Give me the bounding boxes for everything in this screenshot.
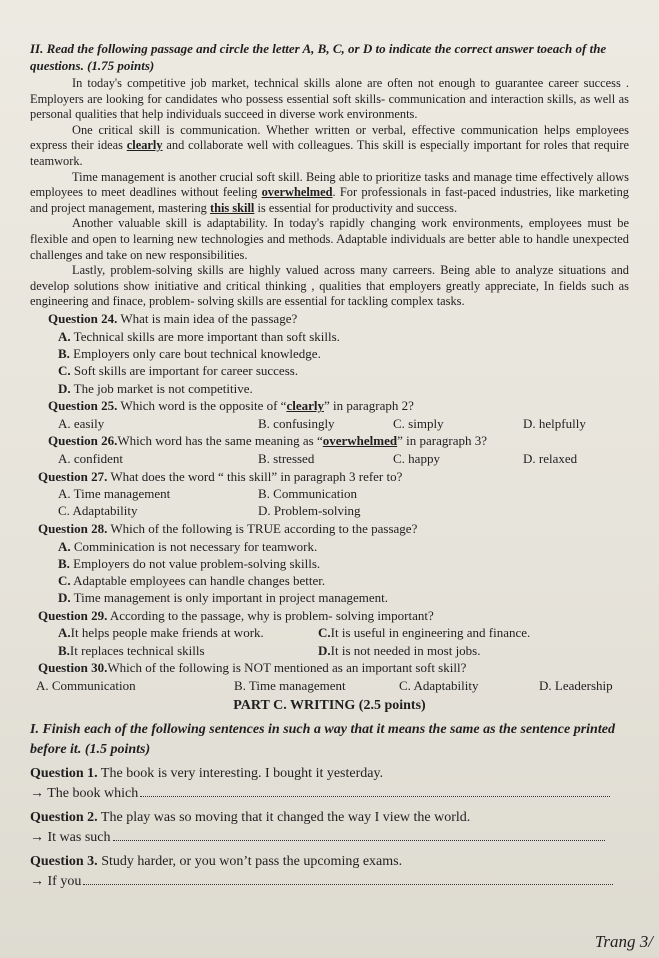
option-30-c[interactable]: C. Adaptability: [399, 677, 479, 693]
option-30-a[interactable]: A. Communication: [36, 677, 136, 693]
underlined-phrase-this-skill: this skill: [209, 200, 255, 215]
option-25-c[interactable]: C. simply: [393, 415, 444, 431]
question-27: [30, 468, 629, 520]
option-29-b[interactable]: B.It replaces technical skills: [58, 642, 205, 658]
passage-paragraph-1: In today's competitive job market, technical skills alone are often not enough to guarantee career success . Employers are looking for candidates who possess essential soft skills- communication and interaction skills, as well as personal qualities that help individuals succeed in diverse work environments.: [30, 76, 629, 122]
question-25: [30, 397, 629, 432]
question-30-stem: Question 30.Which of the following is NOT mentioned as an important soft skill?: [38, 660, 467, 676]
question-28-stem: Question 28. Which of the following is TRUE according to the passage?: [38, 521, 418, 537]
option-27-b[interactable]: B. Communication: [258, 486, 357, 502]
part-c-heading: PART C. WRITING (2.5 points): [233, 697, 426, 713]
question-24: [30, 310, 629, 396]
writing-question-3: [30, 852, 629, 892]
section-heading: II. Read the following passage and circle the letter A, B, C, or D to indicate the correct answer toeach of the questions. (1.75 points): [30, 41, 607, 73]
passage-paragraph-3: Time management is another crucial soft skill. Being able to prioritize tasks and manage time effectively allows employees to meet deadlines without feeling overwhelmed. For professionals in fast-paced industries, like marketing and project management, mastering this skill is essential for productivity and success.: [30, 169, 629, 215]
question-27-options-row1: [30, 485, 629, 502]
writing-question-2-stem: Question 2. The play was so moving that it changed the way I view the world.: [30, 809, 471, 825]
question-25-options: [30, 415, 629, 432]
answer-line-3[interactable]: [83, 872, 613, 885]
writing-question-2: [30, 808, 629, 848]
writing-question-1-stem: Question 1. The book is very interesting. I bought it yesterday.: [30, 765, 384, 781]
option-28-a[interactable]: A. Comminication is not necessary for teamwork.: [58, 538, 318, 554]
option-24-c[interactable]: C. Soft skills are important for career success.: [58, 363, 299, 379]
option-25-d[interactable]: D. helpfully: [523, 415, 586, 431]
option-29-d[interactable]: D.It is not needed in most jobs.: [318, 642, 481, 658]
question-26: [30, 432, 629, 467]
option-28-d[interactable]: D. Time management is only important in project management.: [58, 590, 388, 606]
option-27-a[interactable]: A. Time management: [58, 486, 171, 502]
option-29-c[interactable]: C.It is useful in engineering and finance.: [318, 625, 531, 641]
option-26-d[interactable]: D. relaxed: [523, 450, 578, 466]
writing-answer-2[interactable]: → It was such: [30, 828, 629, 848]
question-25-stem: Question 25. Which word is the opposite of “clearly” in paragraph 2?: [48, 398, 414, 414]
answer-line-2[interactable]: [113, 828, 605, 841]
question-30-options: [30, 677, 629, 694]
question-26-stem: Question 26.Which word has the same meaning as “overwhelmed” in paragraph 3?: [48, 433, 487, 449]
writing-question-3-stem: Question 3. Study harder, or you won’t pass the upcoming exams.: [30, 853, 403, 869]
question-27-options-row2: [30, 502, 629, 519]
reading-passage: [30, 76, 629, 310]
underlined-word-overwhelmed: overwhelmed: [261, 185, 333, 200]
writing-instructions: I. Finish each of the following sentences in such a way that it means the same as the sentence printed before it. (1.5 points): [30, 721, 615, 757]
passage-paragraph-2: One critical skill is communication. Whether written or verbal, effective communication helps employees express their ideas clearly and collaborate well with colleagues. This skill is especially important for roles that require teamwork.: [30, 122, 629, 168]
question-30: [30, 659, 629, 694]
question-24-stem: Question 24. What is main idea of the passage?: [48, 311, 298, 327]
option-25-a[interactable]: A. easily: [58, 415, 105, 431]
writing-answer-1[interactable]: → The book which: [30, 784, 629, 804]
question-29-options-row1: [30, 624, 629, 641]
option-27-c[interactable]: C. Adaptability: [58, 503, 138, 519]
underlined-word-clearly: clearly: [126, 138, 163, 153]
option-28-b[interactable]: B. Employers do not value problem-solving skills.: [58, 555, 321, 571]
option-29-a[interactable]: A.It helps people make friends at work.: [58, 625, 264, 641]
question-29-stem: Question 29. According to the passage, why is problem- solving important?: [38, 607, 434, 623]
writing-question-1: [30, 764, 629, 804]
option-25-b[interactable]: B. confusingly: [258, 415, 335, 431]
option-27-d[interactable]: D. Problem-solving: [258, 503, 361, 519]
question-29-options-row2: [30, 642, 629, 659]
question-29: [30, 607, 629, 659]
question-27-stem: Question 27. What does the word “ this skill” in paragraph 3 refer to?: [38, 468, 403, 484]
page-number: Trang 3/: [594, 932, 653, 951]
passage-paragraph-5: Lastly, problem-solving skills are highly valued across many carreers. Being able to analyze situations and develop solutions show initiative and critical thinking , qualities that employers greatly appreciate, In fields such as engineering and finace, problem- solving skills are essential for tackling complex tasks.: [30, 263, 629, 309]
question-26-options: [30, 450, 629, 467]
option-30-b[interactable]: B. Time management: [234, 677, 346, 693]
writing-answer-3[interactable]: → If you: [30, 872, 629, 892]
option-26-a[interactable]: A. confident: [58, 450, 123, 466]
option-26-b[interactable]: B. stressed: [258, 450, 315, 466]
passage-paragraph-4: Another valuable skill is adaptability. In today's rapidly changing work environments, employees must be flexible and open to learning new technologies and methods. Adaptable individuals are better able to handle unexpected challenges and take on new responsibilities.: [30, 216, 629, 262]
option-26-c[interactable]: C. happy: [393, 450, 440, 466]
option-24-d[interactable]: D. The job market is not competitive.: [58, 380, 253, 396]
option-24-b[interactable]: B. Employers only care bout technical knowledge.: [58, 346, 321, 362]
option-30-d[interactable]: D. Leadership: [539, 677, 613, 693]
question-28: [30, 520, 629, 606]
option-24-a[interactable]: A. Technical skills are more important than soft skills.: [58, 328, 340, 344]
answer-line-1[interactable]: [140, 784, 610, 797]
option-28-c[interactable]: C. Adaptable employees can handle changes better.: [58, 572, 326, 588]
